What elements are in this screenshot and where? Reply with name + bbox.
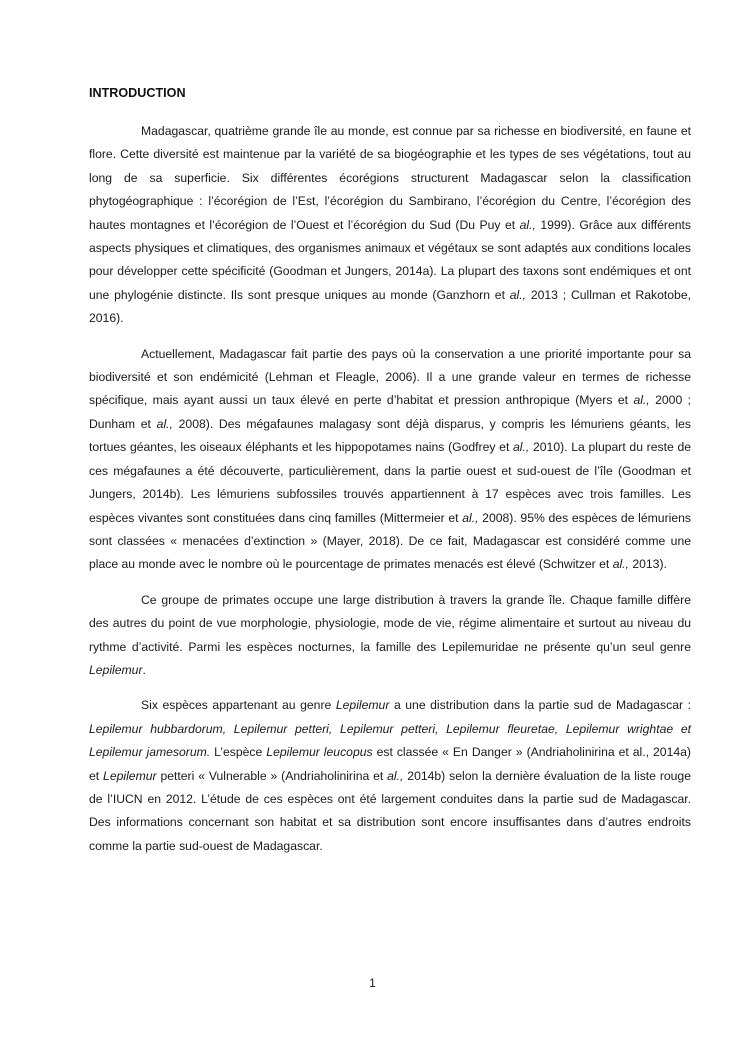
italic-run: Lepilemur	[89, 662, 143, 677]
text-run: 2014b) selon la dernière évaluation de la liste rouge de l’IUCN en 2012. L’étude de ces espèces ont été largement conduites dans la partie sud de Madagascar. Des informations concernant son habitat et sa distribution sont encore insuffisantes dans d’autres endroits comme la partie sud-ouest de Madagascar.	[89, 768, 691, 853]
italic-run: al.,	[509, 287, 527, 302]
text-run: 2000 ; Dunham et	[89, 393, 692, 431]
text-run: 1999). Grâce aux différents aspects physiques et climatiques, des organismes animaux et végétaux se sont adaptés aux conditions locales pour développer cette spécificité (Goodman et Jungers, 2014a). La plupart des taxons sont endémiques et ont une phylogénie distincte. Ils sont presque uniques au monde (Ganzhorn et	[89, 217, 691, 302]
italic-run: al.,	[612, 557, 629, 572]
italic-run: al.,	[462, 510, 479, 525]
text-run: Ce groupe de primates occupe une large distribution à travers la grande île. Chaque famille diffère des autres du point de vue morphologie, physiologie, mode de vie, régime alimentaire et surtout au niveau du rythme d’activité. Parmi les espèces nocturnes, la famille des Lepilemuridae ne présente qu’un seul genre	[89, 592, 691, 654]
text-run: Actuellement, Madagascar fait partie des pays où la conservation a une priorité importante pour sa biodiversité et son endémicité (Lehman et Fleagle, 2006). Il a une grande valeur en termes de richesse spécifique, mais ayant aussi un taux élevé en perte d’habitat et pression anthropique (Myers et	[89, 346, 691, 408]
text-run: Madagascar, quatrième grande île au monde, est connue par sa richesse en biodiversité, en faune et flore. Cette diversité est maintenue par la variété de sa biogéographie et les types de ses végétations, tout au long de sa superficie. Six différentes écorégions structurent Madagascar selon la classification phytogéographique : l’écorégion de l’Est, l’écorégion du Sambirano, l’écorégion du Centre, l’écorégion des hautes montagnes et l’écorégion de l’Ouest et l’écorégion du Sud (Du Puy et	[89, 124, 691, 232]
italic-run: al.,	[387, 768, 404, 783]
italic-run: al.,	[633, 393, 650, 408]
text-run: .	[142, 662, 146, 677]
page-number: 1	[369, 976, 376, 990]
text-run: 2008). 95% des espèces de lémuriens sont classées « menacées d’extinction » (Mayer, 2018). De ce fait, Madagascar est considéré comme une place au monde avec le nombre où le pourcentage de primates menacés est élevé (Schwitzer et	[89, 510, 691, 572]
text-run: L’espèce	[210, 745, 267, 760]
text-run: est classée « En Danger » (Andriaholinirina et al., 2014a) et	[89, 745, 691, 783]
text-run: a une distribution dans la partie sud de Madagascar :	[389, 698, 691, 713]
text-run: 2013).	[628, 557, 667, 572]
italic-run: Lepilemur hubbardorum, Lepilemur petteri, Lepilemur petteri, Lepilemur fleuretae, Lepilemur wrightae et Lepilemur jamesorum.	[89, 721, 691, 760]
text-run: 2013 ; Cullman et Rakotobe, 2016).	[89, 287, 691, 326]
paragraph	[89, 343, 691, 577]
paragraph	[89, 589, 691, 683]
italic-run: al.,	[519, 217, 536, 232]
body-text	[89, 120, 691, 870]
italic-run: Lepilemur	[335, 698, 390, 713]
italic-run: al.,	[513, 440, 530, 455]
text-run: 2010). La plupart du reste de ces mégafaunes a été découverte, particulièrement, dans la partie ouest et sud-ouest de l’île (Goodman et Jungers, 2014b). Les lémuriens subfossiles trouvés appartiennent à 17 espèces avec trois familles. Les espèces vivantes sont constituées dans cinq familles (Mittermeier et	[89, 440, 691, 525]
text-run: petteri « Vulnerable » (Andriaholinirina et	[156, 768, 388, 783]
paragraph	[89, 694, 691, 858]
section-heading: INTRODUCTION	[89, 86, 186, 100]
italic-run: Lepilemur	[103, 768, 157, 783]
paragraph	[89, 120, 691, 331]
text-run: 2008). Des mégafaunes malagasy sont déjà disparus, y compris les lémuriens géants, les tortues géantes, les oiseaux éléphants et les hippopotames nains (Godfrey et	[89, 416, 691, 455]
italic-run: al.,	[156, 416, 173, 431]
italic-run: Lepilemur leucopus	[266, 745, 373, 760]
text-run: Six espèces appartenant au genre	[141, 698, 336, 713]
